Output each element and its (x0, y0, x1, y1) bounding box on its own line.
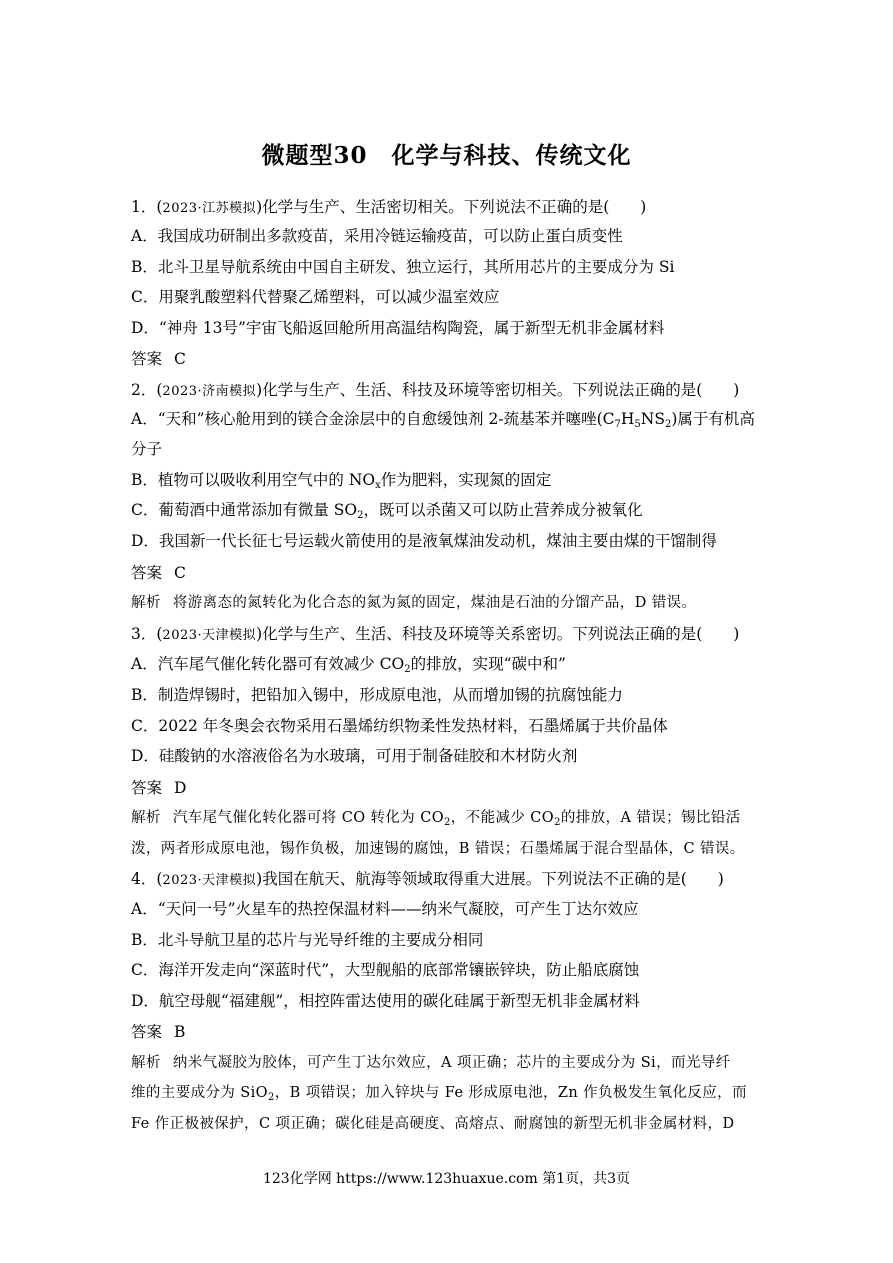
question-1-option-a: A．我国成功研制出多款疫苗，采用冷链运输疫苗，可以防止蛋白质变性 (131, 227, 623, 245)
page-title: 微题型30 化学与科技、传统文化 (261, 142, 632, 169)
question-1-option-b: B．北斗卫星导航系统由中国自主研发、独立运行，其所用芯片的主要成分为 Si (131, 258, 675, 276)
question-2-stem: 2．(2023·济南模拟)化学与生产、生活、科技及环境等密切相关。下列说法正确的是( ) (131, 381, 740, 399)
question-1-option-c: C．用聚乳酸塑料代替聚乙烯塑料，可以减少温室效应 (131, 288, 500, 306)
question-3-option-c: C．2022 年冬奥会衣物采用石墨烯纺织物柔性发热材料，石墨烯属于共价晶体 (131, 717, 668, 735)
question-2-explanation: 解析 将游离态的氮转化为化合态的氮为氮的固定，煤油是石油的分馏产品，D 错误。 (131, 595, 697, 611)
question-4-explanation-line-3: Fe 作正极被保护，C 项正确；碳化硅是高硬度、高熔点、耐腐蚀的新型无机非金属材料，D (131, 1116, 735, 1132)
question-2-option-a-continued: 分子 (131, 440, 163, 458)
question-3-explanation-continued: 泼，两者形成原电池，锡作负极，加速锡的腐蚀，B 错误；石墨烯属于混合型晶体，C 错误。 (131, 841, 745, 857)
question-3-option-d: D．硅酸钠的水溶液俗名为水玻璃，可用于制备硅胶和木材防火剂 (131, 747, 578, 765)
question-4-option-c: C．海洋开发走向“深蓝时代”，大型舰船的底部常镶嵌锌块，防止船底腐蚀 (131, 961, 640, 979)
question-4-answer: 答案 B (131, 1023, 186, 1041)
question-4-explanation-line-2: 维的主要成分为 SiO$_2$，B 项错误；加入锌块与 Fe 形成原电池，Zn 作负极发生氧化反应，而 (131, 1085, 747, 1103)
question-4-explanation: 解析 纳米气凝胶为胶体，可产生丁达尔效应，A 项正确；芯片的主要成分为 Si，而光导纤 (131, 1055, 731, 1071)
question-1-option-d: D．“神舟 13号”宇宙飞船返回舱所用高温结构陶瓷，属于新型无机非金属材料 (131, 319, 665, 337)
question-2-option-a: A．“天和”核心舱用到的镁合金涂层中的自愈缓蚀剂 2-巯基苯并噻唑$(C_7H_5NS_2)$属于有机高 (131, 410, 755, 430)
question-3-option-a: A．汽车尾气催化转化器可有效减少 $CO_2$的排放，实现“碳中和” (131, 655, 566, 675)
question-3-explanation: 解析 汽车尾气催化转化器可将 CO 转化为 $CO_2$，不能减少 $CO_2$的排放，A 错误；锡比铅活 (131, 810, 741, 828)
question-1-stem: 1．(2023·江苏模拟)化学与生产、生活密切相关。下列说法不正确的是( ) (131, 198, 647, 216)
question-3-stem: 3．(2023·天津模拟)化学与生产、生活、科技及环境等关系密切。下列说法正确的是( ) (131, 625, 740, 643)
page-footer: 123化学网 https://www.123huaxue.com 第1页，共3页 (262, 1171, 631, 1187)
question-2-option-d: D．我国新一代长征七号运载火箭使用的是液氧煤油发动机，煤油主要由煤的干馏制得 (131, 532, 717, 550)
question-3-answer: 答案 D (131, 779, 187, 797)
question-2-answer: 答案 C (131, 564, 186, 582)
question-4-option-d: D．航空母舰“福建舰”，相控阵雷达使用的碳化硅属于新型无机非金属材料 (131, 992, 640, 1010)
question-3-option-b: B．制造焊锡时，把铅加入锡中，形成原电池，从而增加锡的抗腐蚀能力 (131, 686, 623, 704)
question-2-option-c: C．葡萄酒中通常添加有微量 $SO_2$，既可以杀菌又可以防止营养成分被氧化 (131, 501, 643, 521)
question-2-option-b: B．植物可以吸收利用空气中的 $NO_x$作为肥料，实现氮的固定 (131, 471, 552, 491)
question-4-option-a: A．“天问一号”火星车的热控保温材料——纳米气凝胶，可产生丁达尔效应 (131, 900, 639, 918)
question-4-stem: 4．(2023·天津模拟)我国在航天、航海等领域取得重大进展。下列说法不正确的是( ) (131, 870, 724, 888)
question-4-option-b: B．北斗导航卫星的芯片与光导纤维的主要成分相同 (131, 931, 484, 949)
question-1-answer: 答案 C (131, 350, 186, 368)
